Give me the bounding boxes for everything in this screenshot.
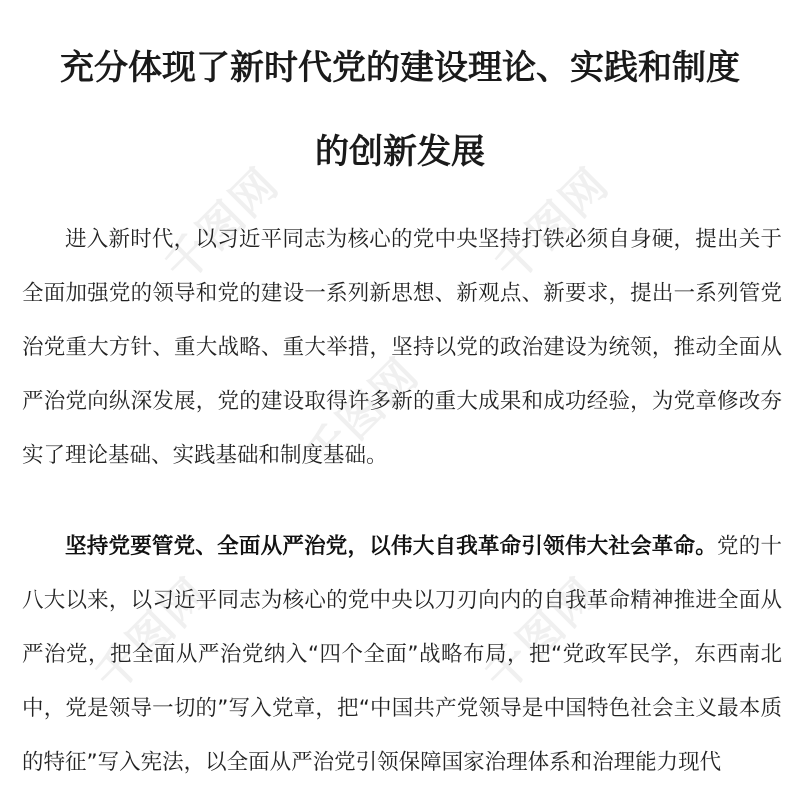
paragraph-lead-bold: 坚持党要管党、全面从严治党，以伟大自我革命引领伟大社会革命。 bbox=[65, 534, 718, 559]
watermark: 千图网 bbox=[475, 568, 610, 703]
page-title-line-1: 充分体现了新时代党的建设理论、实践和制度 bbox=[60, 48, 740, 88]
page-title-line-2: 的创新发展 bbox=[315, 132, 485, 172]
watermark: 千图网 bbox=[485, 158, 620, 293]
watermark: 千图网 bbox=[85, 568, 220, 703]
watermark: 千图网 bbox=[295, 348, 430, 483]
paragraph-section-1 bbox=[22, 520, 782, 790]
paragraph-body: 党的十八大以来，以习近平同志为核心的党中央以刀刃向内的自我革命精神推进全面从严治党，把全面从严治党纳入“四个全面”战略布局，把“党政军民学，东西南北中，党是领导一切的”写入党章，把“中国共产党领导是中国特色社会主义最本质的特征”写入宪法，以全面从严治党引领保障国家治理体系和治理能力现代 bbox=[22, 534, 782, 775]
watermark: 千图网 bbox=[155, 158, 290, 293]
paragraph-intro: 进入新时代，以习近平同志为核心的党中央坚持打铁必须自身硬，提出关于全面加强党的领导和党的建设一系列新思想、新观点、新要求，提出一系列管党治党重大方针、重大战略、重大举措，坚持以党的政治建设为统领，推动全面从严治党向纵深发展，党的建设取得许多新的重大成果和成功经验，为党章修改夯实了理论基础、实践基础和制度基础。 bbox=[22, 227, 782, 468]
